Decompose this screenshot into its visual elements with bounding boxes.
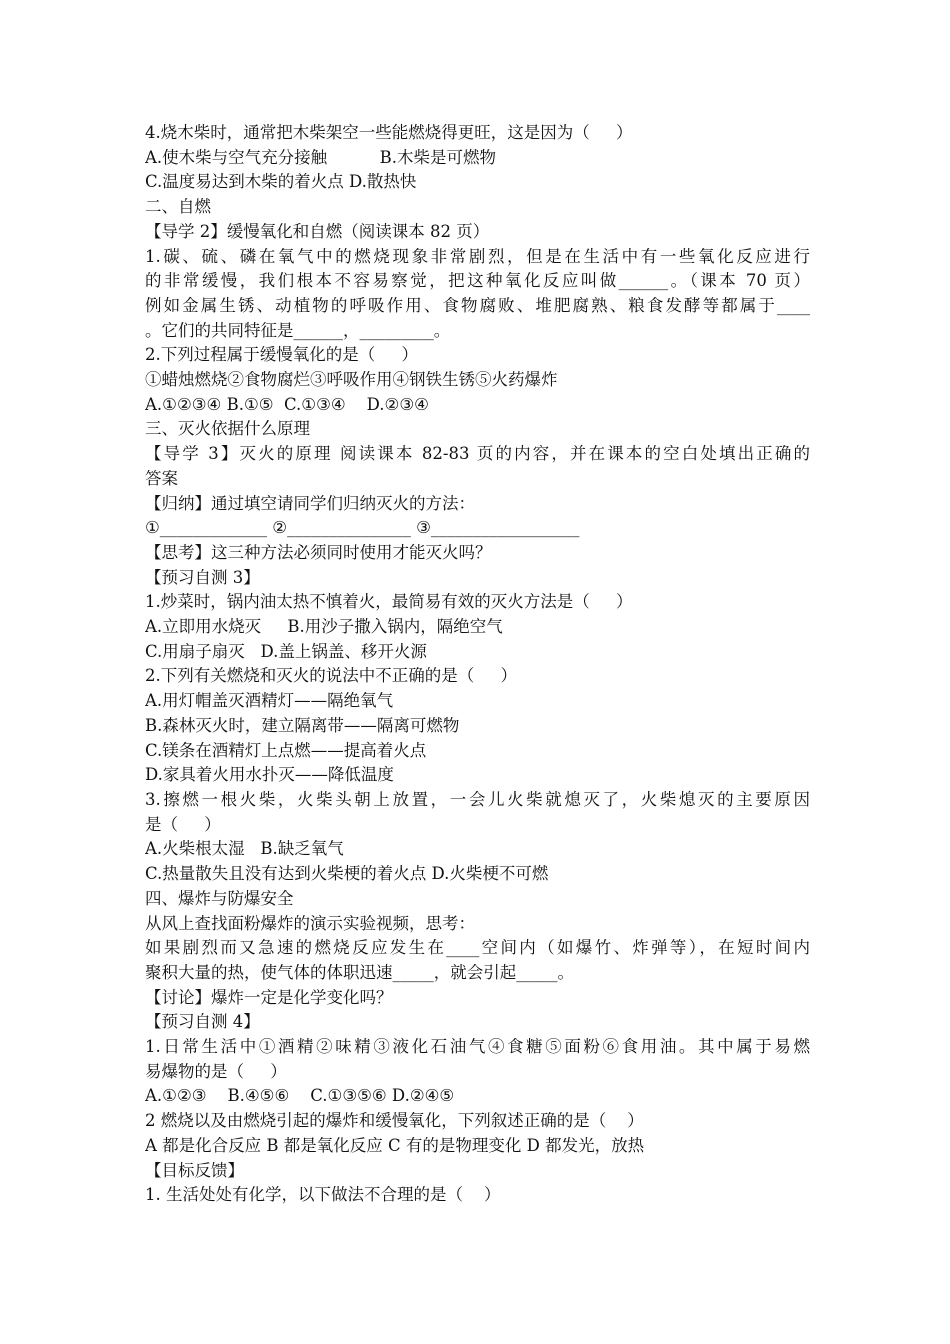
question-line: 1.炒菜时，锅内油太热不慎着火，最简易有效的灭火方法是（ ）: [145, 592, 633, 612]
question-line: 是（ ）: [145, 814, 221, 834]
question-line: 易爆物的是（ ）: [145, 1061, 287, 1081]
self-test-heading-3: 【预习自测 3】: [145, 567, 260, 587]
question-line: 2.下列有关燃烧和灭火的说法中不正确的是（ ）: [145, 666, 517, 686]
question-line: 3.擦燃一根火柴，火柴头朝上放置，一会儿火柴就熄灭了，火柴熄灭的主要原因: [145, 789, 810, 809]
option-line: A.使木柴与空气充分接触 B.木柴是可燃物: [145, 147, 496, 167]
section-heading-4: 四、爆炸与防爆安全: [145, 888, 294, 908]
option-line: A.①②③④ B.①⑤ C.①③④ D.②③④: [145, 394, 429, 414]
paragraph-line: 。它们的共同特征是______，_________。: [145, 320, 451, 340]
option-line: A.用灯帽盖灭酒精灯——隔绝氧气: [145, 691, 394, 711]
section-heading-2: 二、自燃: [145, 197, 211, 217]
question-line: 1.日常生活中①酒精②味精③液化石油气④食糖⑤面粉⑥食用油。其中属于易燃: [145, 1037, 810, 1057]
fill-blank-line: ①_____________ ②_______________ ③__________________: [145, 518, 580, 538]
option-line: C.用扇子扇灭 D.盖上锅盖、移开火源: [145, 641, 427, 661]
option-line: A.立即用水烧灭 B.用沙子撒入锅内，隔绝空气: [145, 617, 503, 637]
option-line: D.家具着火用水扑灭——降低温度: [145, 765, 394, 785]
document-page: [145, 121, 810, 1208]
question-line: 2 燃烧以及由燃烧引起的爆炸和缓慢氧化，下列叙述正确的是（ ）: [145, 1111, 644, 1131]
paragraph-line: 从风上查找面粉爆炸的演示实验视频，思考：: [145, 913, 475, 933]
option-line: A 都是化合反应 B 都是氧化反应 C 有的是物理变化 D 都发光，放热: [145, 1135, 645, 1155]
question-line: 1. 生活处处有化学，以下做法不合理的是（ ）: [145, 1185, 501, 1205]
paragraph-line: 答案: [145, 468, 178, 488]
guide-heading-2: 【导学 2】缓慢氧化和自燃（阅读课本 82 页）: [145, 221, 490, 241]
question-4: 4.烧木柴时，通常把木柴架空一些能燃烧得更旺，这是因为（ ）: [145, 123, 633, 142]
option-line: B.森林灭火时，建立隔离带——隔离可燃物: [145, 715, 460, 735]
section-heading-3: 三、灭火依据什么原理: [145, 419, 310, 439]
guide-heading-3: 【导学 3】灭火的原理 阅读课本 82-83 页的内容，并在课本的空白处填出正确的: [145, 444, 810, 464]
feedback-heading: 【目标反馈】: [145, 1160, 244, 1180]
discussion-line: 【讨论】爆炸一定是化学变化吗？: [145, 987, 393, 1007]
option-line: C.镁条在酒精灯上点燃——提高着火点: [145, 740, 427, 760]
think-line: 【思考】这三种方法必须同时使用才能灭火吗？: [145, 542, 492, 562]
question-line: 2.下列过程属于缓慢氧化的是（ ）: [145, 345, 418, 365]
option-line: A.①②③ B.④⑤⑥ C.①③⑤⑥ D.②④⑤: [145, 1086, 455, 1106]
paragraph-line: 例如金属生锈、动植物的呼吸作用、食物腐败、堆肥腐熟、粮食发酵等都属于____: [145, 295, 810, 315]
paragraph-line: 的非常缓慢，我们根本不容易察觉，把这种氧化反应叫做______。（课本 70 页）: [145, 271, 810, 291]
summary-heading: 【归纳】通过填空请同学们归纳灭火的方法：: [145, 493, 475, 513]
self-test-heading-4: 【预习自测 4】: [145, 1012, 260, 1032]
paragraph-line: 聚积大量的热，使气体的体职迅速_____，就会引起_____。: [145, 962, 574, 982]
paragraph-line: 如果剧烈而又急速的燃烧反应发生在____空间内（如爆竹、炸弹等），在短时间内: [145, 938, 810, 958]
option-line: C.热量散失且没有达到火柴梗的着火点 D.火柴梗不可燃: [145, 864, 549, 884]
option-line: A.火柴根太湿 B.缺乏氧气: [145, 839, 344, 859]
option-line: ①蜡烛燃烧②食物腐烂③呼吸作用④钢铁生锈⑤火药爆炸: [145, 370, 558, 390]
paragraph-line: 1.碳、硫、磷在氧气中的燃烧现象非常剧烈，但是在生活中有一些氧化反应进行: [145, 246, 810, 266]
option-line: C.温度易达到木柴的着火点 D.散热快: [145, 172, 417, 192]
